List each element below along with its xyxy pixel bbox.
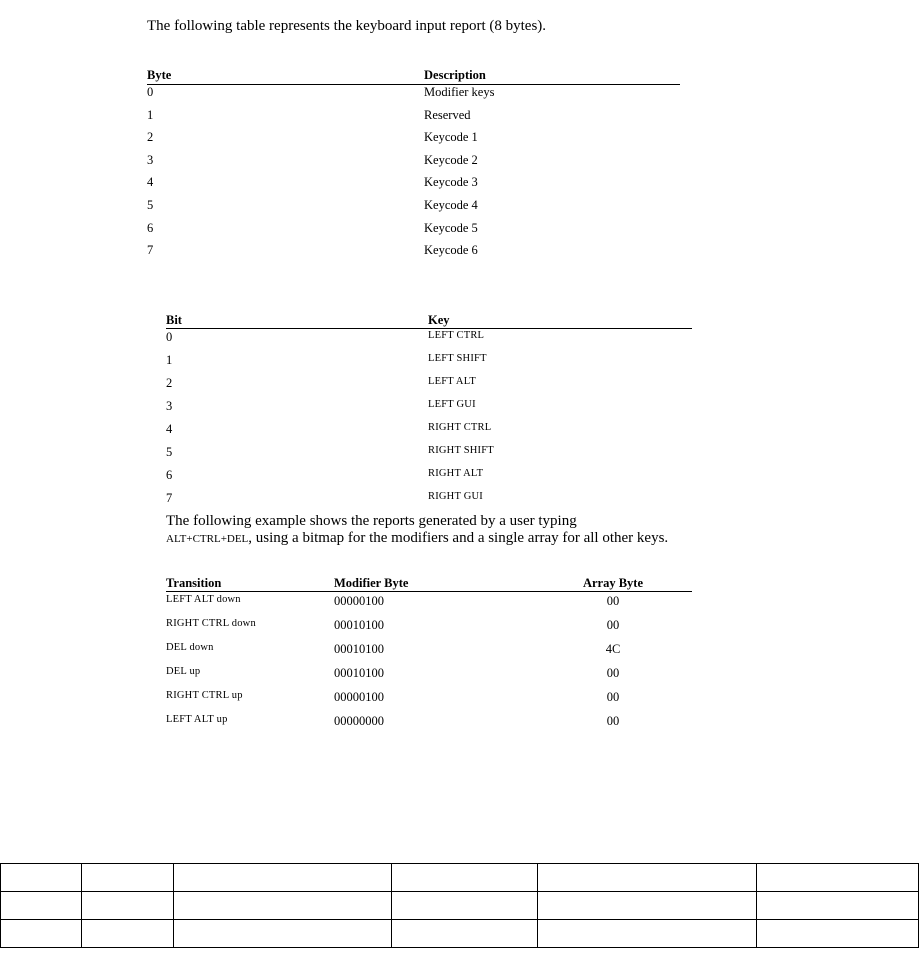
bit-cell: 3 <box>166 399 173 413</box>
table-row <box>166 688 692 712</box>
example-text-after: , using a bitmap for the modifiers and a single array for all other keys. <box>248 530 669 546</box>
table-row <box>166 398 692 421</box>
transition-cell: LEFT ALT down <box>166 594 241 605</box>
table-row <box>166 592 692 617</box>
description-cell: Keycode 4 <box>424 197 478 212</box>
byte-cell: 4 <box>147 175 154 190</box>
column-header-bit: Bit <box>166 309 428 329</box>
modifier-bit-table <box>166 309 692 513</box>
grid-cell <box>174 920 392 948</box>
table-row <box>147 85 680 108</box>
table-row <box>147 175 680 198</box>
transition-cell: RIGHT CTRL up <box>166 690 243 701</box>
grid-cell <box>538 892 757 920</box>
table-row <box>1 920 919 948</box>
grid-cell <box>174 892 392 920</box>
table-row <box>166 640 692 664</box>
modifier-byte-cell: 00000100 <box>334 594 384 608</box>
table-row <box>166 664 692 688</box>
table-row <box>166 421 692 444</box>
column-header-byte: Byte <box>147 66 424 85</box>
modifier-byte-cell: 00010100 <box>334 666 384 680</box>
table-row <box>166 375 692 398</box>
table-row <box>1 892 919 920</box>
grid-cell <box>538 920 757 948</box>
bit-cell: 1 <box>166 353 173 367</box>
modifier-byte-cell: 00010100 <box>334 618 384 632</box>
modifier-byte-cell: 00000100 <box>334 690 384 704</box>
grid-cell <box>1 864 82 892</box>
grid-cell <box>174 864 392 892</box>
modifier-byte-cell: 00000000 <box>334 714 384 728</box>
grid-cell <box>757 920 919 948</box>
array-byte-cell: 00 <box>606 666 620 680</box>
bit-cell: 7 <box>166 491 173 505</box>
grid-cell <box>1 920 82 948</box>
key-cell: RIGHT CTRL <box>428 422 492 433</box>
example-text-before: The following example shows the reports generated by a user typing <box>166 513 577 529</box>
table-header-row <box>166 574 692 592</box>
grid-cell <box>757 864 919 892</box>
byte-description-table <box>147 66 680 266</box>
table-row <box>147 221 680 244</box>
table-header-row <box>147 66 680 85</box>
column-header-key: Key <box>428 309 692 329</box>
column-header-modifier-byte: Modifier Byte <box>334 574 534 592</box>
grid-cell <box>1 892 82 920</box>
key-cell: RIGHT ALT <box>428 468 484 479</box>
transition-cell: RIGHT CTRL down <box>166 618 256 629</box>
byte-cell: 7 <box>147 243 154 258</box>
description-cell: Keycode 1 <box>424 130 478 145</box>
description-cell: Reserved <box>424 107 471 122</box>
key-cell: LEFT GUI <box>428 399 476 410</box>
byte-cell: 3 <box>147 152 154 167</box>
bit-cell: 0 <box>166 330 173 344</box>
table-row <box>147 198 680 221</box>
transition-cell: LEFT ALT up <box>166 714 228 725</box>
column-header-array-byte: Array Byte <box>534 574 692 592</box>
empty-grid-table <box>0 863 919 948</box>
description-cell: Keycode 3 <box>424 175 478 190</box>
array-byte-cell: 4C <box>605 642 621 656</box>
bit-cell: 2 <box>166 376 173 390</box>
column-header-description: Description <box>424 66 680 85</box>
grid-cell <box>82 864 174 892</box>
array-byte-cell: 00 <box>606 594 620 608</box>
table-row <box>147 243 680 266</box>
table-row <box>166 616 692 640</box>
transition-cell: DEL down <box>166 642 214 653</box>
table-row <box>147 108 680 131</box>
byte-cell: 0 <box>147 85 154 99</box>
bit-cell: 5 <box>166 445 173 459</box>
key-cell: LEFT ALT <box>428 376 476 387</box>
array-byte-cell: 00 <box>606 690 620 704</box>
table-row <box>166 329 692 353</box>
transition-table <box>166 574 692 736</box>
example-keys: ALT+CTRL+DEL <box>166 533 249 545</box>
transition-cell: DEL up <box>166 666 201 677</box>
description-cell: Keycode 5 <box>424 220 478 235</box>
byte-cell: 1 <box>147 107 154 122</box>
grid-cell <box>392 920 538 948</box>
table-row <box>166 444 692 467</box>
key-cell: LEFT CTRL <box>428 330 485 341</box>
grid-cell <box>757 892 919 920</box>
table-row <box>147 153 680 176</box>
table-row <box>147 130 680 153</box>
table-row <box>1 864 919 892</box>
grid-cell <box>538 864 757 892</box>
example-paragraph <box>166 513 696 548</box>
column-header-transition: Transition <box>166 574 334 592</box>
key-cell: RIGHT SHIFT <box>428 445 494 456</box>
grid-cell <box>82 892 174 920</box>
byte-cell: 5 <box>147 197 154 212</box>
bit-cell: 4 <box>166 422 173 436</box>
table-row <box>166 352 692 375</box>
table-row <box>166 712 692 736</box>
description-cell: Keycode 2 <box>424 152 478 167</box>
bit-cell: 6 <box>166 468 173 482</box>
table-row <box>166 467 692 490</box>
grid-cell <box>392 864 538 892</box>
key-cell: LEFT SHIFT <box>428 353 487 364</box>
description-cell: Modifier keys <box>424 85 495 99</box>
key-cell: RIGHT GUI <box>428 491 483 502</box>
intro-paragraph: The following table represents the keyboard input report (8 bytes). <box>147 18 547 34</box>
table-header-row <box>166 309 692 329</box>
array-byte-cell: 00 <box>606 618 620 632</box>
grid-cell <box>82 920 174 948</box>
byte-cell: 2 <box>147 130 154 145</box>
modifier-byte-cell: 00010100 <box>334 642 384 656</box>
byte-cell: 6 <box>147 220 154 235</box>
grid-cell <box>392 892 538 920</box>
array-byte-cell: 00 <box>606 714 620 728</box>
table-row <box>166 490 692 513</box>
description-cell: Keycode 6 <box>424 243 478 258</box>
